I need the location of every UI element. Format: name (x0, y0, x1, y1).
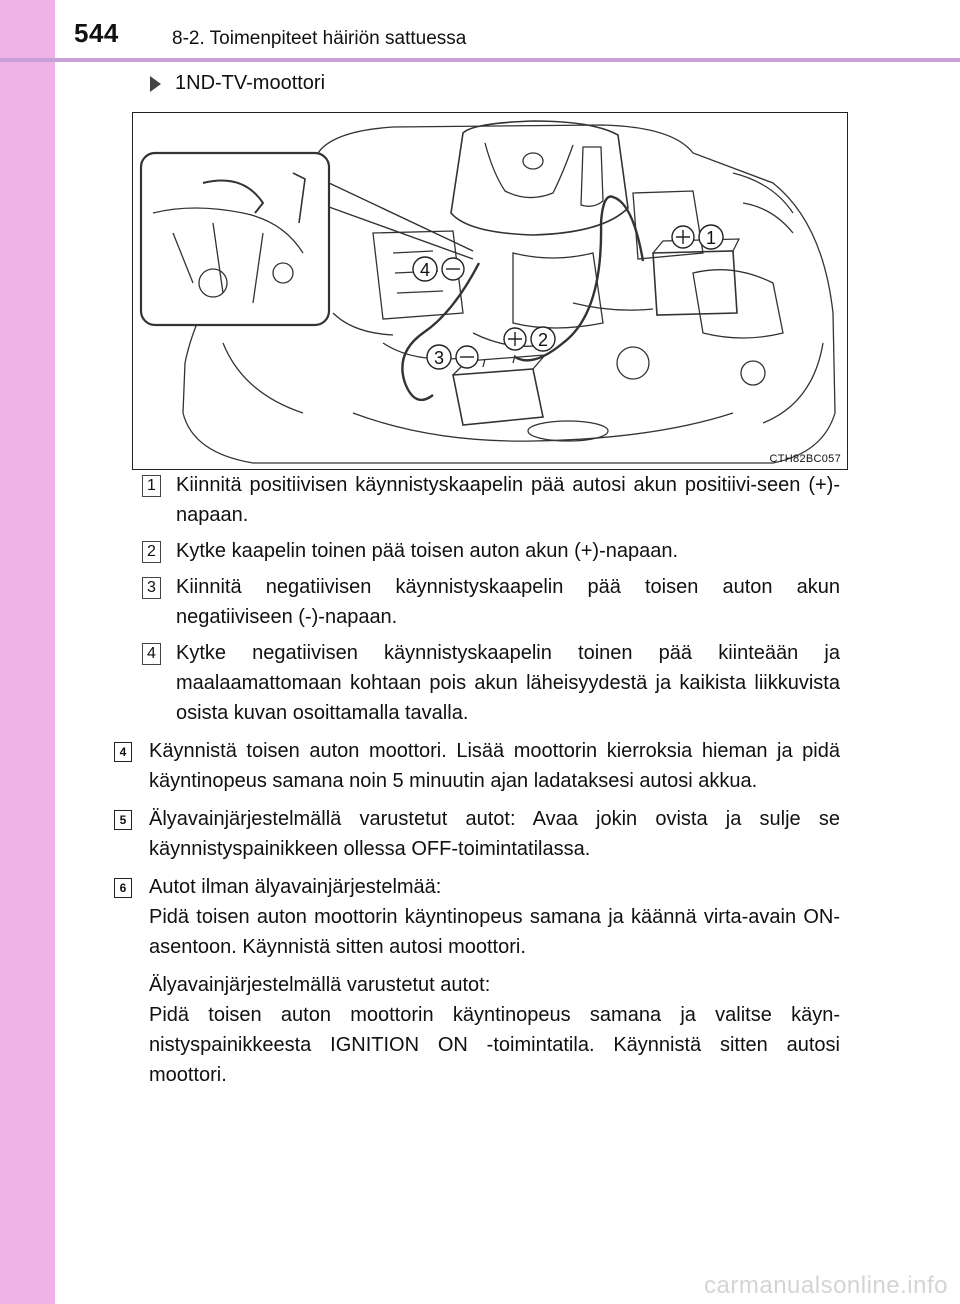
chapter-title: 8-2. Toimenpiteet häiriön sattuessa (172, 28, 467, 49)
substep-number: 4 (142, 643, 161, 665)
substep-number: 2 (142, 541, 161, 563)
step-item (114, 872, 840, 1090)
substep-text: Kytke negatiivisen käynnistyskaapelin toinen pää kiinteään ja maalaamattomaan kohtaan pois akun läheisyydestä ja kaikista liikkuvista osista kuvan osoittamalla tavalla. (176, 642, 840, 724)
step-item (114, 804, 840, 864)
engine-subheading (150, 72, 325, 95)
step-item (114, 736, 840, 796)
step-number: 6 (114, 878, 132, 898)
page-number: 544 (74, 18, 119, 48)
callout-1: 1 (705, 228, 717, 248)
side-tab (0, 0, 55, 1304)
header-rule (0, 58, 960, 62)
step-paragraph: Älyavainjärjestelmällä varustetut autot: Pidä toisen auton moottorin käyntinopeus samana ja valitse käyn-nistyspainikkeesta IGNITION ON -toimintatila. Käynnistä sitten autosi moottori. (149, 974, 840, 1086)
substep-item (136, 536, 840, 566)
substep-text: Kytke kaapelin toinen pää toisen auton akun (+)-napaan. (176, 540, 679, 562)
step-paragraph: Älyavainjärjestelmällä varustetut autot: Avaa jokin ovista ja sulje se käynnistyspainikkeen ollessa OFF-toimintatilassa. (149, 808, 840, 860)
engine-bay-illustration (133, 113, 847, 469)
substep-list (136, 470, 840, 734)
substep-item (136, 638, 840, 728)
watermark-text: carmanualsonline.info (704, 1272, 948, 1299)
jump-start-figure (132, 112, 848, 470)
step-paragraph: Käynnistä toisen auton moottori. Lisää moottorin kierroksia hieman ja pidä käyntinopeus samana noin 5 minuutin ajan ladataksesi autosi akkua. (149, 740, 840, 792)
callout-3: 3 (433, 348, 445, 368)
step-paragraph: Autot ilman älyavainjärjestelmää: Pidä toisen auton moottorin käyntinopeus samana ja käännä virta-avain ON-asentoon. Käynnistä sitten autosi moottori. (149, 876, 840, 958)
step-list (114, 736, 840, 1098)
figure-code: CTH82BC057 (769, 453, 841, 465)
engine-subheading-text: 1ND-TV-moottori (175, 72, 326, 94)
substep-number: 1 (142, 475, 161, 497)
substep-text: Kiinnitä positiivisen käynnistyskaapelin pää autosi akun positiivi-seen (+)-napaan. (176, 474, 840, 526)
callout-2: 2 (537, 330, 549, 350)
substep-item (136, 572, 840, 632)
callout-4: 4 (419, 260, 431, 280)
substep-item (136, 470, 840, 530)
substep-number: 3 (142, 577, 161, 599)
substep-text: Kiinnitä negatiivisen käynnistyskaapelin pää toisen auton akun negatiiviseen (-)-napaan. (176, 576, 840, 628)
step-number: 4 (114, 742, 132, 762)
triangle-bullet-icon (150, 76, 161, 92)
step-number: 5 (114, 810, 132, 830)
